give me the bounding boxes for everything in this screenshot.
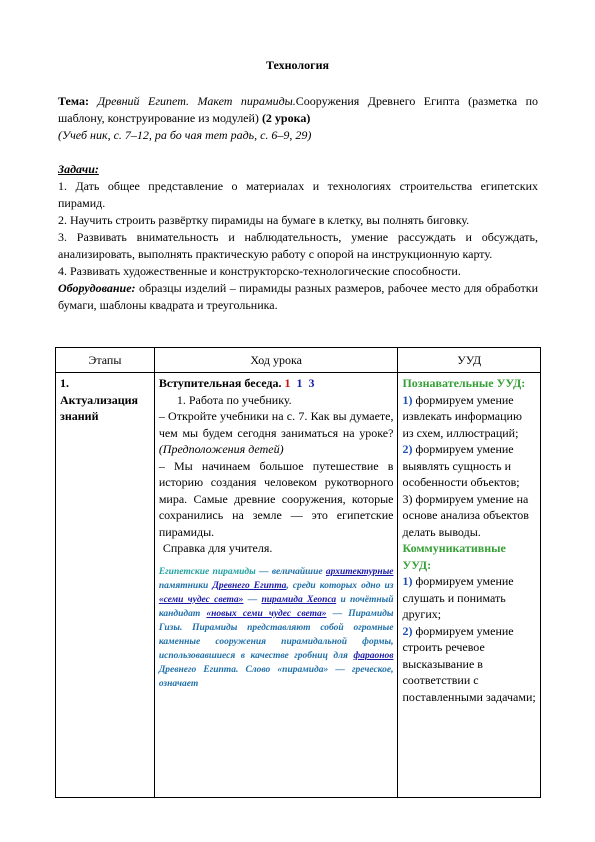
uud-number: 3) [402,491,413,506]
table-header-row [56,348,541,373]
theme-label: Тема: [58,94,89,108]
cognitive-uud-title: Познавательные УУД: [402,376,526,390]
tasks-label: Задачи: [58,162,99,176]
uud-cell [398,373,541,798]
equipment-label: Оборудование: [58,281,136,295]
reference-word: и почётный кандидат [158,594,394,619]
uud-item [402,623,536,706]
reference-word: памятники [158,580,209,591]
theme-rest: Сооружения Древнего Египта (разметка по шаблону, конструирование из модулей) [58,94,538,125]
uud-text: формируем умение выявлять сущность и особенности объектов; [402,442,520,489]
stage-cell [56,373,155,798]
task-item: 4. Развивать художественные и конструкторско-технологические способности. [58,264,461,278]
lesson-heading-line [159,375,394,392]
theme-hours: (2 урока) [261,111,311,125]
header-uud: УУД [398,348,541,373]
uud-number: 1) [402,574,413,588]
uud-item [402,441,536,491]
uud-text: формируем умение строить речевое высказывание в соответствии с поставленными задачами; [402,623,536,704]
page-title: Технология [266,58,329,72]
task-item: 1. Дать общее представление о материалах и технологиях строительства египетских пирамид. [58,179,538,210]
table-row [56,373,541,798]
lesson-paragraph: – Мы начинаем большое путешествие в историю создания человеком рукотворного мира. Самые древние сооружения, которые сохранились на земле — это египетские пирамиды. [158,458,394,539]
reference-word: Древнего Египта. Слово «пирамида» — греческое, означает [158,664,394,689]
reference-link[interactable]: архитектурные [325,566,394,577]
lesson-intro [58,93,538,314]
heading-mark-blue: 3 [308,376,315,390]
heading-mark-red: 1 [284,376,291,390]
lesson-table [55,347,541,798]
textbook-ref: (Учеб ник, с. 7–12, ра бо чая тет радь, с. 6–9, 29) [58,128,312,142]
uud-text: формируем умение извлекать информацию из схем, иллюстраций; [402,392,522,440]
lesson-cell [154,373,398,798]
equipment-line [58,280,538,314]
reference-word: — [247,594,258,605]
equipment-text: образцы изделий – пирамиды разных размеров, рабочее место для обработки бумаги, шаблоны квадрата и треугольника. [58,281,539,312]
uud-item [402,392,536,442]
uud-item [402,491,536,541]
task-item: 3. Развивать внимательность и наблюдательность, умение рассуждать и обсуждать, анализировать, выполнять практическую работу с опорой на инструкционную карту. [58,230,538,261]
reference-word: , среди которых одно из [286,580,394,591]
teacher-note-label: Справка для учителя. [162,541,273,555]
reference-link[interactable]: «новых семи чудес света» [206,608,327,619]
stage-name: Актуализация знаний [60,392,139,423]
reference-link[interactable]: «семи чудес света» [158,594,244,605]
header-stages: Этапы [56,348,155,373]
lesson-question: – Откройте учебники на с. 7. Как вы думаете, чем мы будем сегодня заниматься на уроке? [158,409,394,440]
lesson-heading: Вступительная беседа. [158,376,282,390]
reference-link[interactable]: Древнего Египта [212,580,287,591]
uud-item [402,573,536,623]
uud-text: формируем умение слушать и понимать других; [402,574,514,621]
header-lesson-flow: Ход урока [154,348,398,373]
reference-word: — величайшие [259,566,323,577]
lesson-note: (Предположения детей) [158,442,284,456]
uud-number: 2) [402,442,413,456]
lesson-paragraph [159,408,394,458]
theme-italic: Древний Египет. Макет пирамиды. [97,94,296,108]
communicative-uud-title: Коммуникативные УУД: [402,541,506,572]
heading-mark-blue: 1 [296,376,303,390]
uud-number: 1) [402,392,413,407]
lesson-item: 1. Работа по учебнику. [176,392,292,407]
reference-word: Египетские пирамиды [158,566,256,577]
task-item: 2. Научить строить развёртку пирамиды на бумаге в клетку, вы полнять биговку. [58,213,470,227]
reference-word: — Пирамиды Гизы. Пирамиды представляют собой огромные каменные сооружения пирамидальной формы, использовавшиеся в качестве гробниц для [158,608,394,661]
reference-text [159,565,394,691]
uud-number: 2) [402,623,413,638]
reference-link[interactable]: фараонов [353,650,394,661]
uud-text: формируем умение на основе анализа объектов делать выводы. [402,491,529,539]
stage-number: 1. [60,376,69,390]
reference-link[interactable]: пирамида Хеопса [261,594,337,605]
theme-line [58,93,538,127]
